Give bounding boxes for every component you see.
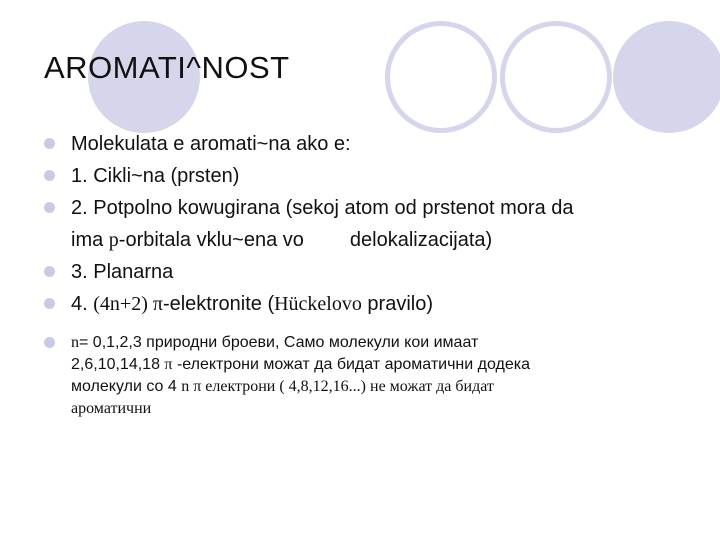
bullet-item (44, 192, 694, 256)
bullet-text: Molekulata e aromati~na ako e: (71, 133, 351, 155)
decor-circle-ring (500, 21, 612, 133)
bullet-text: 1. Cikli~na (prsten) (71, 165, 240, 187)
bullet-text-serif: ароматични (71, 400, 152, 417)
bullet-dot-icon (44, 337, 55, 348)
bullet-text: -orbitala vklu~ena vo (118, 229, 304, 251)
bullet-dot-icon (44, 138, 55, 149)
bullet-dot-icon (44, 202, 55, 213)
bullet-text: delokalizacijata) (349, 229, 493, 251)
bullet-dot-icon (44, 170, 55, 181)
bullet-item (44, 288, 694, 320)
slide-title: AROMATI^NOST (44, 50, 290, 85)
decor-circle-ring (385, 21, 497, 133)
bullet-text: 4. (71, 293, 94, 315)
bullet-text: -elektronite ( (162, 293, 275, 315)
bullet-item (44, 128, 694, 160)
bullet-list (44, 128, 694, 420)
bullet-text: = 0,1,2,3 природни броеви, Само молекули кои имаат (79, 334, 479, 351)
bullet-text: ima (71, 229, 109, 251)
bullet-item (44, 160, 694, 192)
huckel-formula: (4n+2) π (93, 293, 163, 315)
bullet-text: -електрони можат да бидат ароматични додека (172, 356, 531, 373)
n-symbol: n (71, 334, 79, 351)
bullet-item (44, 332, 694, 420)
decor-circle-filled (613, 21, 720, 133)
bullet-text: молекули со 4 (71, 378, 182, 395)
bullet-text: 2,6,10,14,18 (71, 356, 165, 373)
bullet-text-serif: n π електрони ( 4,8,12,16...) не можат да бидат (181, 378, 494, 395)
bullet-text: 2. Potpolno kowugirana (sekoj atom od prstenot mora da (71, 197, 574, 219)
bullet-text: pravilo) (361, 293, 434, 315)
p-orbital-symbol: p (108, 229, 119, 251)
bullet-dot-icon (44, 266, 55, 277)
huckel-name: Hückelovo (274, 293, 362, 315)
bullet-item (44, 256, 694, 288)
bullet-text: 3. Planarna (71, 261, 174, 283)
pi-symbol: π (164, 356, 173, 373)
bullet-dot-icon (44, 298, 55, 309)
